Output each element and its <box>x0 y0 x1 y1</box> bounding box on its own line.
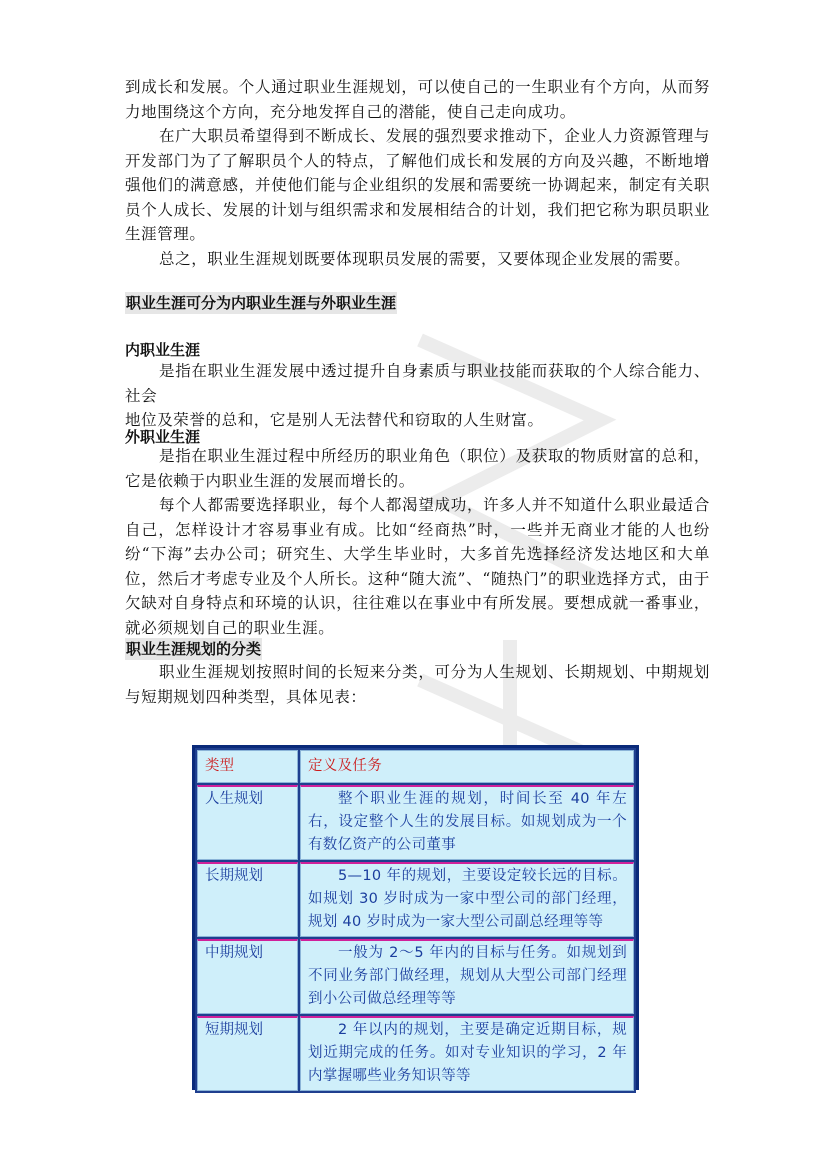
career-plan-table <box>192 745 639 1090</box>
intro-paragraph-1: 到成长和发展。个人通过职业生涯规划，可以使自己的一生职业有个方向，从而努力地围绕这个方向，充分地发挥自己的潜能，使自己走向成功。 <box>125 78 710 121</box>
table-row <box>197 1016 634 1091</box>
inner-career-text-b: 地位及荣誉的总和，它是别人无法替代和窃取的人生财富。 <box>125 411 544 429</box>
intro-paragraph-3: 总之，职业生涯规划既要体现职员发展的需要，又要体现企业发展的需要。 <box>159 249 691 268</box>
section-heading-career-types: 职业生涯可分为内职业生涯与外职业生涯 <box>126 294 397 312</box>
inner-career-title: 内职业生涯 <box>125 341 201 359</box>
table-cell-type: 人生规划 <box>197 785 298 860</box>
table-cell-type: 中期规划 <box>197 939 298 1014</box>
table-cell-desc: 一般为 2～5 年内的目标与任务。如规划到不同业务部门做经理，规划从大型公司部门经理到小公司做总经理等等 <box>300 939 634 1014</box>
intro-block <box>125 75 710 271</box>
classification-intro-block <box>125 660 710 709</box>
inner-career-text-a: 是指在职业生涯发展中透过提升自身素质与职业技能而获取的个人综合能力、社会 <box>125 362 710 405</box>
table-row <box>197 939 634 1014</box>
table-header-row <box>197 750 634 783</box>
table-row <box>197 862 634 937</box>
table-header-type: 类型 <box>197 750 298 783</box>
career-choice-paragraph: 每个人都需要选择职业，每个人都渴望成功，许多人并不知道什么职业最适合自己，怎样设计才容易事业有成。比如“经商热”时，一些并无商业才能的人也纷纷“下海”去办公司；研究生、大学生毕业时，大多首先选择经济发达地区和大单位，然后才考虑专业及个人所长。这种“随大流”、“随热门”的职业选择方式，由于欠缺对自身特点和环境的认识，往往难以在事业中有所发展。要想成就一番事业，就必须规划自己的职业生涯。 <box>125 496 710 637</box>
table-header-desc: 定义及任务 <box>300 750 634 783</box>
table-cell-desc: 整个职业生涯的规划，时间长至 40 年左右，设定整个人生的发展目标。如规划成为一个有数亿资产的公司董事 <box>300 785 634 860</box>
table-cell-type: 长期规划 <box>197 862 298 937</box>
intro-paragraph-2: 在广大职员希望得到不断成长、发展的强烈要求推动下，企业人力资源管理与开发部门为了了解职员个人的特点，了解他们成长和发展的方向及兴趣，不断地增强他们的满意感，并使他们能与企业组织的发展和需要统一协调起来，制定有关职员个人成长、发展的计划与组织需求和发展相结合的计划，我们把它称为职员职业生涯管理。 <box>125 127 710 243</box>
table-cell-desc: 2 年以内的规划，主要是确定近期目标，规划近期完成的任务。如对专业知识的学习，2 年内掌握哪些业务知识等等 <box>300 1016 634 1091</box>
classification-intro: 职业生涯规划按照时间的长短来分类，可分为人生规划、长期规划、中期规划与短期规划四种类型，具体见表： <box>125 663 710 706</box>
table-cell-desc: 5—10 年的规划，主要设定较长远的目标。如规划 30 岁时成为一家中型公司的部门经理，规划 40 岁时成为一家大型公司副总经理等等 <box>300 862 634 937</box>
outer-career-title: 外职业生涯 <box>125 428 201 446</box>
table-row <box>197 785 634 860</box>
outer-career-text: 是指在职业生涯过程中所经历的职业角色（职位）及获取的物质财富的总和，它是依赖于内职业生涯的发展而增长的。 <box>125 447 710 490</box>
table-cell-type: 短期规划 <box>197 1016 298 1091</box>
inner-career-block <box>125 359 710 433</box>
section-heading-classification: 职业生涯规划的分类 <box>126 640 262 658</box>
outer-career-block <box>125 444 710 640</box>
